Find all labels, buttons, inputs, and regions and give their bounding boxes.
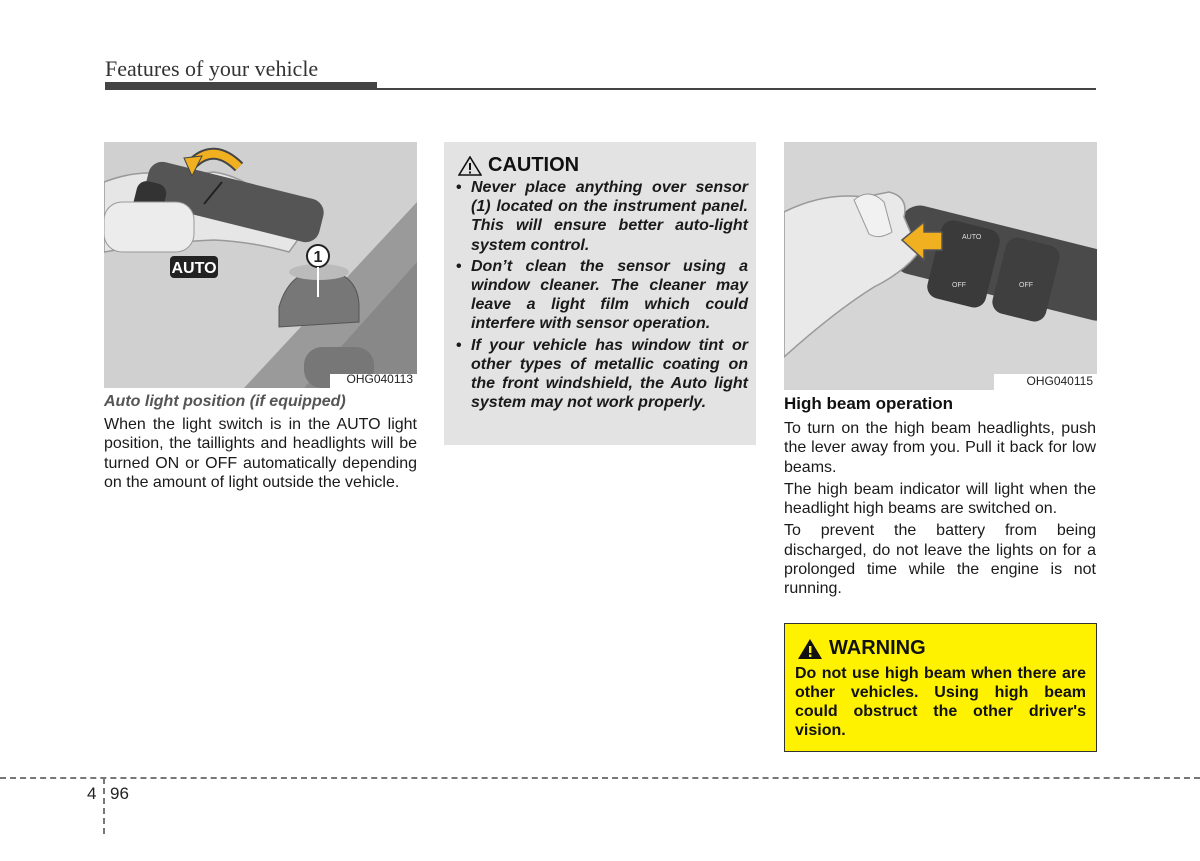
- section-heading: High beam operation: [784, 394, 954, 413]
- auto-light-description: When the light switch is in the AUTO light position, the taillights and headlights will be turned ON or OFF automatically depending on the amount of light outside the vehicle.: [104, 416, 417, 491]
- lever-auto-mark: AUTO: [962, 234, 982, 241]
- high-beam-illustration: [784, 142, 1097, 390]
- figure-code: OHG040115: [1026, 374, 1093, 388]
- caution-item-text: Never place anything over sensor (1) located on the instrument panel. This will ensure better auto-light system control.: [471, 179, 748, 254]
- auto-label: AUTO: [171, 260, 217, 277]
- footer-rule: [0, 777, 1200, 779]
- warning-title: WARNING: [829, 637, 926, 659]
- figure-caption: Auto light position (if equipped): [104, 393, 346, 410]
- caution-item: [454, 257, 748, 334]
- warning-heading: [797, 637, 926, 660]
- sensor-callout: 1: [313, 249, 323, 266]
- caution-item: [454, 336, 748, 413]
- bullet: •: [456, 257, 462, 275]
- paragraph: To prevent the battery from being discharged, do not leave the lights on for a prolonged time while the engine is not running.: [784, 522, 1096, 598]
- auto-light-illustration: [104, 142, 417, 388]
- bullet: •: [456, 179, 462, 196]
- caution-box: [444, 142, 756, 445]
- paragraph: To turn on the high beam headlights, push the lever away from you. Pull it back for low beams.: [784, 420, 1096, 476]
- lever-off-mark-2: OFF: [1019, 282, 1033, 289]
- warning-triangle-icon: [797, 638, 823, 660]
- paragraph: The high beam indicator will light when the headlight high beams are switched on.: [784, 480, 1096, 518]
- warning-box: [784, 623, 1097, 752]
- caution-heading: [458, 154, 579, 177]
- warning-triangle-icon: [458, 156, 482, 176]
- auto-light-drawing: [104, 142, 417, 388]
- lever-off-mark: OFF: [952, 282, 966, 289]
- caution-item: [454, 178, 748, 255]
- high-beam-drawing: [784, 142, 1097, 390]
- figure-code: OHG040113: [346, 372, 413, 386]
- header-rule-accent: [105, 82, 377, 90]
- caution-list: [454, 178, 748, 414]
- page-number: 96: [110, 784, 129, 803]
- caution-item-text: If your vehicle has window tint or other types of metallic coating on the front windshield, the Auto light system may not work properly.: [471, 336, 748, 412]
- bullet: •: [456, 336, 462, 354]
- warning-text: Do not use high beam when there are other vehicles. Using high beam could obstruct the other driver's vision.: [795, 665, 1086, 739]
- caution-item-text: Don’t clean the sensor using a window cleaner. The cleaner may leave a light film which could interfere with sensor operation.: [471, 257, 748, 333]
- footer-divider: [103, 778, 105, 834]
- page-header-title: Features of your vehicle: [105, 56, 319, 81]
- caution-title: CAUTION: [488, 154, 580, 176]
- chapter-number: 4: [87, 784, 97, 803]
- high-beam-description: [784, 419, 1096, 602]
